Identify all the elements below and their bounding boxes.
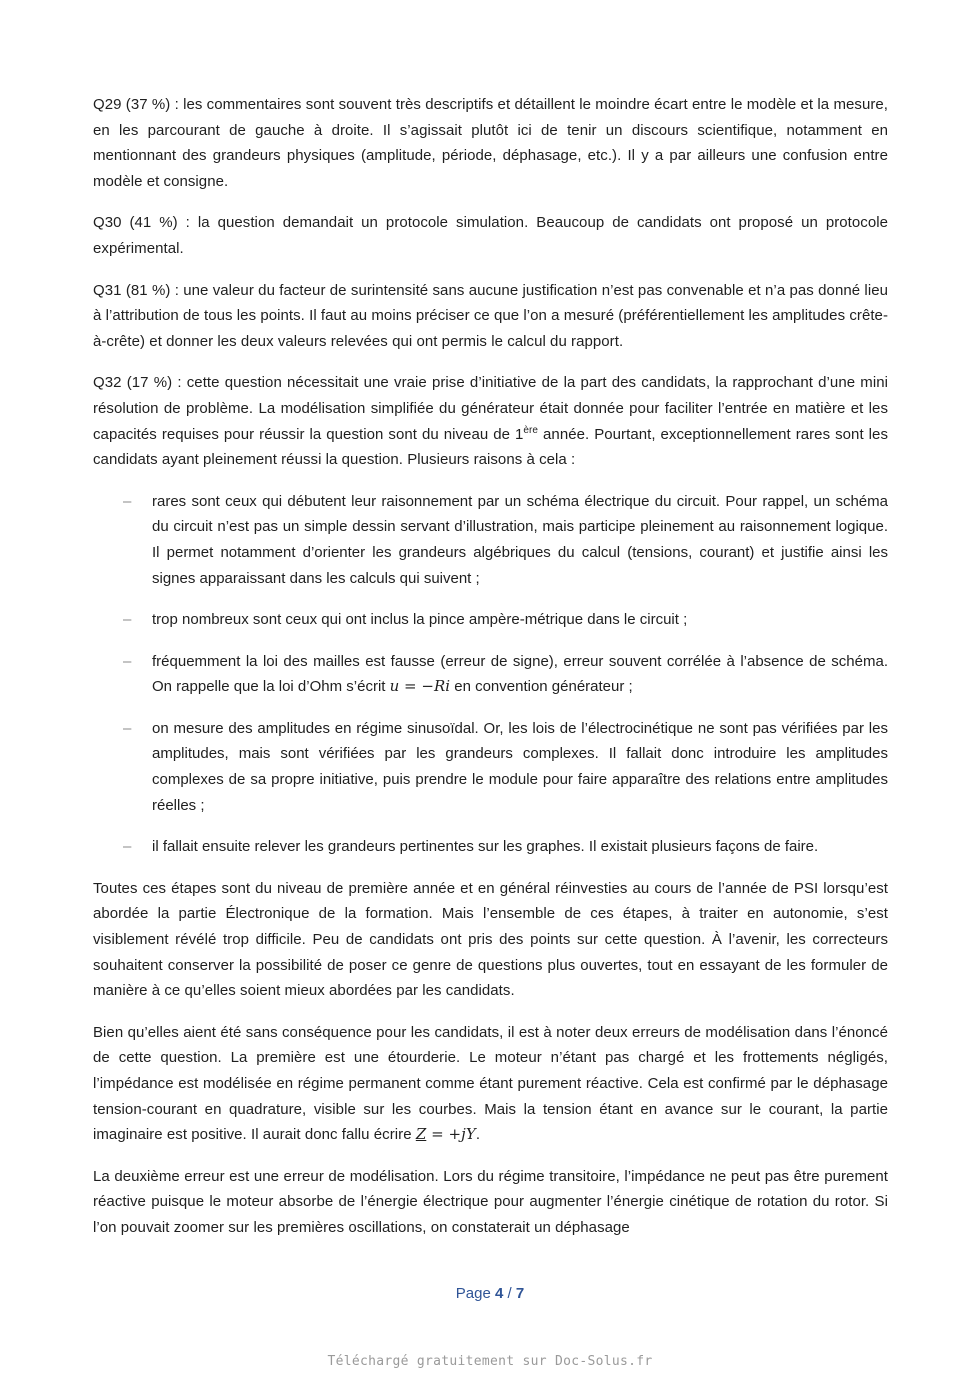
impedance-symbol: Z bbox=[415, 1125, 427, 1144]
paragraph-deuxieme-erreur: La deuxième erreur est une erreur de modélisation. Lors du régime transitoire, l’impédance ne peut pas être purement réactive puisque le moteur absorbe de l’énergie électrique pour augmenter l’énergie cinétique de rotation du rotor. Si l’on pouvait zoomer sur les premières oscillations, on constaterait un déphasage bbox=[93, 1167, 888, 1236]
document-body bbox=[93, 92, 888, 1257]
impedance-formula-rest: = +jY bbox=[426, 1125, 476, 1144]
dash-bullet-icon: – bbox=[123, 611, 132, 629]
dash-bullet-icon: – bbox=[123, 492, 132, 510]
erreurs-text-end: . bbox=[475, 1126, 481, 1144]
list-item bbox=[93, 834, 888, 860]
page-prefix: Page bbox=[455, 1285, 495, 1302]
dash-bullet-icon: – bbox=[123, 838, 132, 856]
q32-text-start: Q32 (17 %) : cette question nécessitait une vraie prise d’initiative de la part des candidats, la rapprochant d’une mini résolution de problème. La modélisation simplifiée du générateur était donnée pour faciliter l’entrée en matière et les capacités requises pour réussir la question sont du niveau de 1 bbox=[93, 374, 888, 443]
download-watermark-text: Téléchargé gratuitement sur Doc-Solus.fr bbox=[327, 1354, 653, 1369]
q32-text-end: année. Pourtant, exceptionnellement rares sont les candidats ayant pleinement réussi la question. Plusieurs raisons à cela : bbox=[93, 425, 888, 469]
paragraph-q31: Q31 (81 %) : une valeur du facteur de surintensité sans aucune justification n’est pas convenable et n’a pas donné lieu à l’attribution de tous les points. Il faut au moins préciser ce que l’on a mesuré (préférentiellement les amplitudes crête-à-crête) et donner les deux valeurs relevées qui ont permis le calcul du rapport. bbox=[93, 281, 888, 350]
list-item bbox=[93, 607, 888, 633]
dash-bullet-icon: – bbox=[123, 652, 132, 670]
paragraph-q29: Q29 (37 %) : les commentaires sont souvent très descriptifs et détaillent le moindre écart entre le modèle et la mesure, en les parcourant de gauche à droite. Il s’agissait plutôt ici de tenir un discours scientifique, notamment en mentionnant des grandeurs physiques (amplitude, période, déphasage, etc.). Il y a par ailleurs une confusion entre modèle et consigne. bbox=[93, 96, 888, 190]
list-item-text: fréquemment la loi des mailles est fausse (erreur de signe), erreur souvent corrélée à l’absence de schéma. On rappelle que la loi d’Ohm s’écrit bbox=[152, 652, 888, 696]
reasons-list bbox=[93, 489, 888, 860]
list-item-text-end: en convention générateur ; bbox=[450, 678, 633, 696]
page-current: 4 bbox=[495, 1285, 504, 1302]
list-item bbox=[93, 716, 888, 818]
list-item-text: il fallait ensuite relever les grandeurs pertinentes sur les graphes. Il existait plusieurs façons de faire. bbox=[152, 838, 819, 856]
page-total: 7 bbox=[515, 1285, 525, 1302]
ohm-law-formula: u = −Ri bbox=[389, 677, 451, 696]
list-item-text: trop nombreux sont ceux qui ont inclus la pince ampère-métrique dans le circuit ; bbox=[152, 611, 688, 629]
paragraph-q32 bbox=[93, 370, 888, 472]
list-item bbox=[93, 489, 888, 591]
page-number bbox=[0, 1285, 980, 1302]
q32-superscript: ère bbox=[523, 424, 539, 436]
list-item-text: rares sont ceux qui débutent leur raisonnement par un schéma électrique du circuit. Pour rappel, un schéma du circuit n’est pas un simple dessin servant d’illustration, mais participe pleinement au raisonnement logique. Il permet notamment d’orienter les grandeurs algébriques du calcul (tensions, courant) et justifie ainsi les signes apparaissant dans les calculs qui suivent ; bbox=[152, 492, 888, 587]
impedance-formula bbox=[416, 1125, 476, 1143]
erreurs-text: Bien qu’elles aient été sans conséquence pour les candidats, il est à noter deux erreurs de modélisation dans l’énoncé de cette question. La première est une étourderie. Le moteur n’étant pas chargé et les frottements négligés, l’impédance est modélisée en régime permanent comme étant purement réactive. Cela est confirmé par le déphasage tension-courant en quadrature, visible sur les courbes. Mais la tension étant en avance sur le courant, la partie imaginaire est positive. Il aurait donc fallu écrire bbox=[93, 1023, 888, 1144]
list-item-text: on mesure des amplitudes en régime sinusoïdal. Or, les lois de l’électrocinétique ne sont pas vérifiées par les amplitudes, mais sont vérifiées par les grandeurs complexes. Il fallait donc introduire les amplitudes complexes de sa propre initiative, puis prendre le module pour faire apparaître des relations entre amplitudes réelles ; bbox=[152, 719, 888, 814]
list-item bbox=[93, 649, 888, 700]
paragraph-erreurs bbox=[93, 1020, 888, 1148]
dash-bullet-icon: – bbox=[123, 719, 132, 737]
page-separator: / bbox=[503, 1285, 516, 1302]
paragraph-q30: Q30 (41 %) : la question demandait un protocole simulation. Beaucoup de candidats ont proposé un protocole expérimental. bbox=[93, 214, 888, 257]
paragraph-etapes: Toutes ces étapes sont du niveau de première année et en général réinvesties au cours de l’année de PSI lorsqu’est abordée la partie Électronique de la formation. Mais l’ensemble de ces étapes, à traiter en autonomie, s’est visiblement révélé trop difficile. Peu de candidats ont pris des points sur cette question. À l’avenir, les correcteurs souhaitent conserver la possibilité de poser ce genre de questions plus ouvertes, tout en essayant de les formuler de manière à ce qu’elles soient mieux abordées par les candidats. bbox=[93, 879, 888, 1000]
